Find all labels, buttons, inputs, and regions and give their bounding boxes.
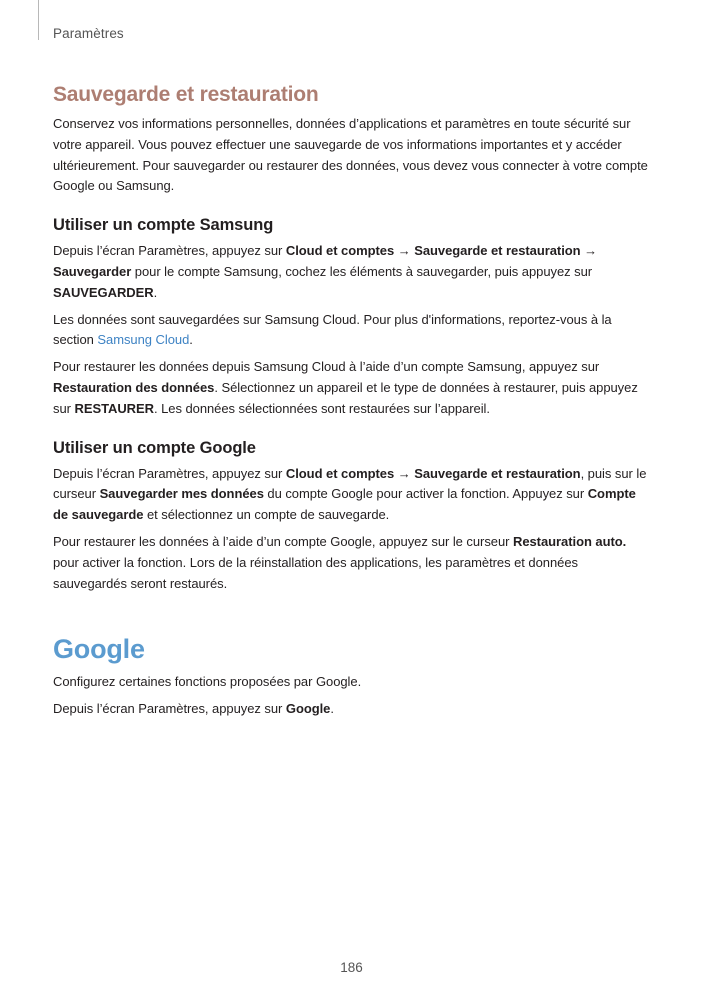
google-paragraph-1 [53,464,653,526]
header-divider [38,0,39,40]
menu-path-google: Google [285,701,331,717]
subsection-title-google: Utiliser un compte Google [53,438,256,457]
menu-path-backup-restore: Sauvegarde et restauration [414,243,581,259]
switch-ref-backup-my-data: Sauvegarder mes données [99,486,264,502]
text: . [330,701,334,717]
text: . [189,332,193,348]
text: , puis sur le curseur [53,465,647,502]
menu-path-backup-restore: Sauvegarde et restauration [414,465,581,481]
text: pour activer la fonction. Lors de la réinstallation des applications, les paramètres et données sauvegardés seront restaurés. [53,554,578,591]
text: Depuis l’écran Paramètres, appuyez sur [53,243,286,259]
google-paragraph-2 [53,532,653,594]
samsung-paragraph-2 [53,310,653,352]
button-ref-restore: RESTAURER [74,400,154,416]
samsung-cloud-link[interactable]: Samsung Cloud [97,332,190,348]
text: pour le compte Samsung, cochez les éléments à sauvegarder, puis appuyez sur [131,263,593,279]
menu-path-backup: Sauvegarder [53,263,132,279]
section-title-google: Google [53,634,145,665]
section-title-backup: Sauvegarde et restauration [53,83,319,106]
google-intro-paragraph: Configurez certaines fonctions proposées par Google. [53,674,362,690]
page-content [53,80,653,720]
samsung-paragraph-1 [53,241,653,303]
running-header: Paramètres [53,26,124,41]
text: . Sélectionnez un appareil et le type de données à restaurer, puis appuyez sur [53,379,638,416]
text: . Les données sélectionnées sont restaurées sur l’appareil. [153,400,490,416]
switch-ref-auto-restore: Restauration auto. [512,533,627,549]
subsection-title-samsung: Utiliser un compte Samsung [53,216,274,235]
text: Depuis l’écran Paramètres, appuyez sur [53,701,286,717]
menu-path-cloud-accounts: Cloud et comptes [285,243,395,259]
text: Depuis l’écran Paramètres, appuyez sur [53,465,286,481]
samsung-paragraph-3 [53,357,653,419]
text: Les données sont sauvegardées sur Samsung Cloud. Pour plus d'informations, reportez-vous à la section [53,311,612,348]
arrow: → [580,243,598,259]
text: et sélectionnez un compte de sauvegarde. [143,507,390,523]
text: Pour restaurer les données à l’aide d’un compte Google, appuyez sur le curseur [53,533,513,549]
text: du compte Google pour activer la fonction. Appuyez sur [263,486,588,502]
menu-path-restore-data: Restauration des données [53,379,215,395]
menu-path-cloud-accounts: Cloud et comptes [285,465,395,481]
google-instruction-paragraph [53,699,653,720]
button-ref-backup: SAUVEGARDER [53,284,154,300]
arrow: → [394,243,415,259]
backup-intro-paragraph: Conservez vos informations personnelles, données d’applications et paramètres en toute sécurité sur votre appareil. Vous pouvez effectuer une sauvegarde de vos informations importantes et y accéder ultérieurement. Pour sauvegarder ou restaurer des données, vous devez vous connecter à votre compte Google ou Samsung. [53,116,648,194]
menu-path-backup-account: Compte de sauvegarde [53,486,636,523]
text: Pour restaurer les données depuis Samsung Cloud à l’aide d’un compte Samsung, appuyez sur [53,359,600,375]
text: . [153,284,158,300]
arrow: → [394,465,415,481]
page-number: 186 [340,960,363,975]
